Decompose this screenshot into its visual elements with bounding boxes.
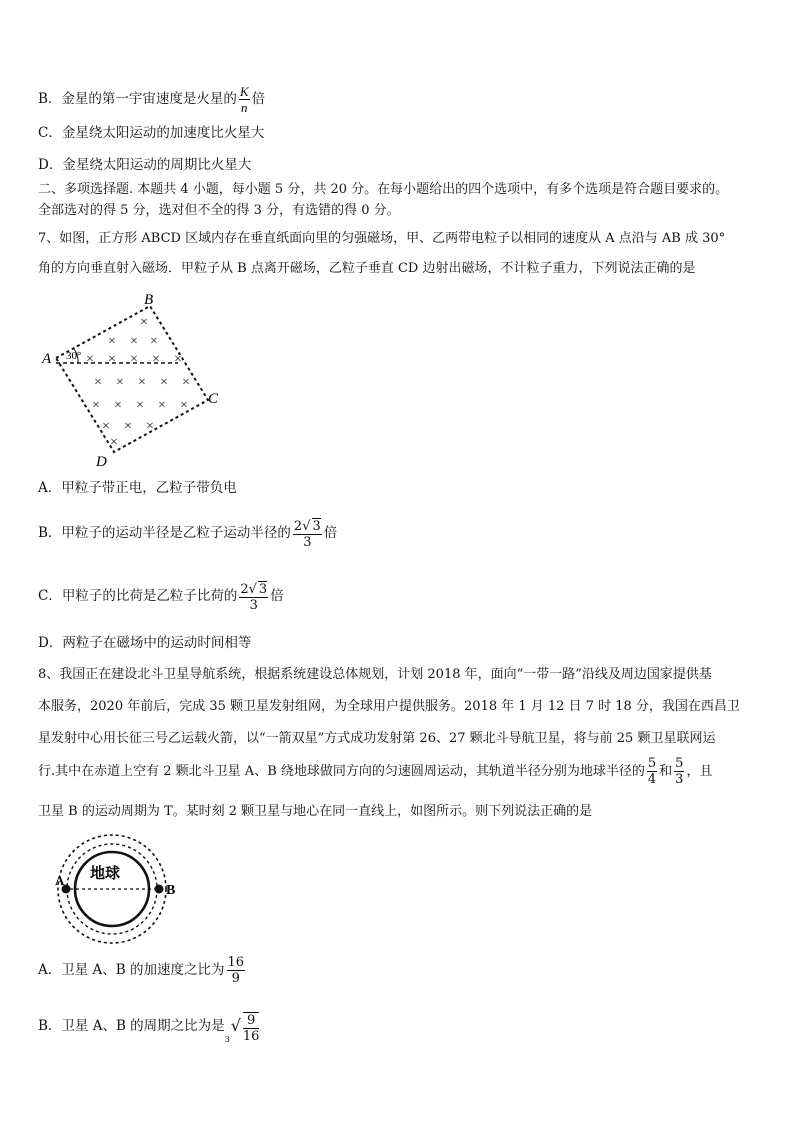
q7-stem-line1: 7、如图，正方形 ABCD 区域内存在垂直纸面向里的匀强磁场，甲、乙两带电粒子以相同的速度从 A 点沿与 AB 成 30° bbox=[38, 231, 726, 246]
point-d-label: D bbox=[96, 454, 107, 470]
field-x-mark: × bbox=[130, 334, 138, 349]
q8-stem-line5: 卫星 B 的运动周期为 T。某时刻 2 颗卫星与地心在同一直线上，如图所示。则下列说法正确的是 bbox=[38, 804, 593, 819]
field-x-mark: × bbox=[130, 352, 138, 367]
q7-option-b bbox=[38, 514, 337, 552]
fraction-5-over-3 bbox=[674, 756, 684, 787]
fraction-numerator: 5 bbox=[647, 756, 657, 771]
coefficient: 2 bbox=[240, 581, 249, 597]
field-x-mark: × bbox=[150, 334, 158, 349]
fraction-numerator: 9 bbox=[243, 1013, 260, 1029]
fraction-numerator: 2√ 3 bbox=[293, 518, 321, 534]
field-x-mark: × bbox=[182, 375, 190, 390]
field-x-mark: × bbox=[102, 419, 110, 434]
field-x-mark: × bbox=[94, 375, 102, 390]
radicand: 3 bbox=[312, 518, 321, 534]
section-2-heading-line1: 二、多项选择题. 本题共 4 小题，每小题 5 分，共 20 分。在每小题给出的四个选项中，有多个选项是符合题目要求的。 bbox=[38, 182, 729, 197]
satellite-a-label: A bbox=[55, 873, 65, 888]
q7-option-b-suffix: 倍 bbox=[323, 525, 338, 541]
satellite-b-label: B bbox=[166, 883, 176, 898]
field-x-mark: × bbox=[108, 352, 116, 367]
fraction-denominator: 4 bbox=[647, 772, 657, 787]
field-x-mark: × bbox=[92, 398, 100, 413]
fraction-2root3-over-3 bbox=[239, 581, 268, 613]
field-x-mark: × bbox=[110, 435, 118, 450]
q6-option-b-suffix: 倍 bbox=[251, 91, 266, 107]
radicand: 3 bbox=[258, 581, 268, 597]
q8-option-a-prefix: A．卫星 A、B 的加速度之比为 bbox=[38, 962, 225, 978]
field-x-mark: × bbox=[160, 375, 168, 390]
root-index: 3 bbox=[224, 1035, 230, 1044]
q8-option-b bbox=[38, 1004, 261, 1049]
fraction-denominator: 3 bbox=[675, 772, 684, 787]
fraction-denominator: 3 bbox=[249, 597, 258, 613]
radical-sign: √ bbox=[230, 1016, 241, 1035]
q6-option-c: C．金星绕太阳运动的加速度比火星大 bbox=[38, 125, 265, 141]
point-b-label: B bbox=[144, 292, 154, 308]
field-x-mark: × bbox=[138, 375, 146, 390]
magnetic-field-x-marks bbox=[86, 315, 190, 450]
fraction-9-over-16 bbox=[243, 1012, 260, 1044]
q8-option-a bbox=[38, 951, 247, 989]
field-x-mark: × bbox=[116, 375, 124, 390]
q8-stem-line4-mid: 和 bbox=[659, 764, 673, 779]
cube-root-expression bbox=[225, 1004, 262, 1049]
q8-stem-line2: 本服务，2020 年前后，完成 35 颗卫星发射组网，为全球用户提供服务。2018 年 1 月 12 日 7 时 18 分，我国在西昌卫 bbox=[38, 699, 740, 714]
fraction-k-over-n bbox=[239, 84, 250, 115]
q8-option-b-prefix: B．卫星 A、B 的周期之比为是 bbox=[38, 1018, 225, 1034]
q8-stem-line3: 星发射中心用长征三号乙运载火箭，以“一箭双星”方式成功发射第 26、27 颗北斗导航卫星，将与前 25 颗卫星联网运 bbox=[38, 731, 716, 746]
field-x-mark: × bbox=[114, 398, 122, 413]
field-x-mark: × bbox=[136, 398, 144, 413]
fraction-denominator: n bbox=[241, 100, 248, 115]
coefficient: 2 bbox=[293, 518, 303, 534]
q8-stem-line4-prefix: 行.其中在赤道上空有 2 颗北斗卫星 A、B 绕地球做同方向的匀速圆周运动，其轨道半径分别为地球半径的 bbox=[38, 764, 645, 779]
satellite-b-dot bbox=[155, 885, 164, 894]
q7-option-a: A．甲粒子带正电，乙粒子带负电 bbox=[38, 480, 237, 496]
q8-stem-line4 bbox=[38, 753, 712, 791]
q6-option-b bbox=[38, 84, 265, 115]
field-x-mark: × bbox=[108, 334, 116, 349]
field-x-mark: × bbox=[146, 419, 154, 434]
field-x-mark: × bbox=[158, 398, 166, 413]
fraction-numerator: 2√ 3 bbox=[240, 581, 268, 597]
q7-option-c-prefix: C．甲粒子的比荷是乙粒子比荷的 bbox=[38, 588, 238, 604]
q7-option-b-prefix: B．甲粒子的运动半径是乙粒子运动半径的 bbox=[38, 525, 291, 541]
fraction-numerator: K bbox=[239, 84, 249, 99]
section-2-heading-line2: 全部选对的得 5 分，选对但不全的得 3 分，有选错的得 0 分。 bbox=[38, 203, 400, 218]
fraction-denominator: 3 bbox=[303, 534, 312, 550]
q7-option-d: D．两粒子在磁场中的运动时间相等 bbox=[38, 635, 252, 651]
earth-label: 地球 bbox=[90, 866, 121, 882]
q7-stem-line2: 角的方向垂直射入磁场．甲粒子从 B 点离开磁场，乙粒子垂直 CD 边射出磁场，不计粒子重力，下列说法正确的是 bbox=[38, 261, 696, 276]
q7-magnetic-field-figure bbox=[36, 288, 236, 472]
q8-stem-line1: 8、我国正在建设北斗卫星导航系统，根据系统建设总体规划，计划 2018 年，面向“一带一路”沿线及周边国家提供基 bbox=[38, 667, 712, 682]
point-c-label: C bbox=[208, 391, 219, 407]
field-x-mark: × bbox=[174, 352, 182, 367]
point-a-label: A bbox=[42, 351, 52, 367]
fraction-16-over-9 bbox=[227, 955, 246, 986]
fraction-2root3-over-3 bbox=[293, 518, 322, 550]
field-x-mark: × bbox=[152, 352, 160, 367]
q6-option-d: D．金星绕太阳运动的周期比火星大 bbox=[38, 157, 252, 173]
q7-option-c-suffix: 倍 bbox=[270, 588, 284, 604]
fraction-5-over-4 bbox=[647, 756, 657, 787]
field-x-mark: × bbox=[86, 352, 94, 367]
field-x-mark: × bbox=[124, 419, 132, 434]
field-x-mark: × bbox=[180, 398, 188, 413]
fraction-denominator: 16 bbox=[242, 1028, 260, 1044]
q8-orbit-figure bbox=[38, 834, 188, 950]
fraction-numerator: 5 bbox=[675, 756, 684, 771]
angle-label: 30° bbox=[66, 350, 82, 362]
fraction-numerator: 16 bbox=[227, 955, 245, 970]
q8-stem-line4-suffix: ，且 bbox=[686, 764, 713, 779]
q6-option-b-prefix: B．金星的第一宇宙速度是火星的 bbox=[38, 91, 237, 107]
fraction-denominator: 9 bbox=[231, 971, 240, 986]
q7-option-c bbox=[38, 577, 284, 615]
field-x-mark: × bbox=[140, 315, 148, 330]
